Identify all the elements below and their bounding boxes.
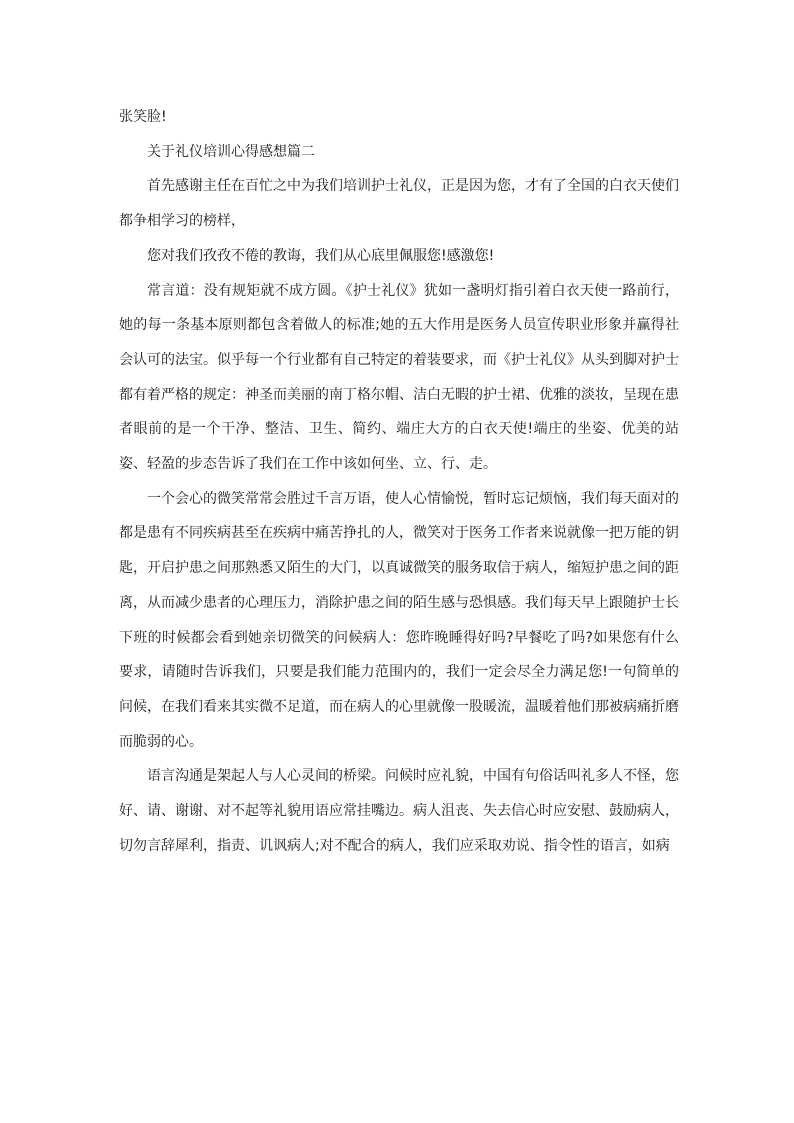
document-body [119, 100, 679, 863]
paragraph-smile: 一个会心的微笑常常会胜过千言万语，使人心情愉悦，暂时忘记烦恼，我们每天面对的都是患有不同疾病甚至在疾病中痛苦挣扎的人，微笑对于医务工作者来说就像一把万能的钥匙，开启护患之间那熟悉又陌生的大门，以真诚微笑的服务取信于病人，缩短护患之间的距离，从而减少患者的心理压力，消除护患之间的陌生感与恐惧感。我们每天早上跟随护士长下班的时候都会看到她亲切微笑的问候病人：您昨晚睡得好吗?早餐吃了吗?如果您有什么要求，请随时告诉我们，只要是我们能力范围内的，我们一定会尽全力满足您!一句简单的问候，在我们看来其实微不足道，而在病人的心里就像一股暖流，温暖着他们那被病痛折磨而脆弱的心。 [119, 490, 679, 750]
paragraph-thanks: 首先感谢主任在百忙之中为我们培训护士礼仪，正是因为您，才有了全国的白衣天使们都争相学习的榜样， [119, 178, 679, 230]
paragraph-etiquette-rules: 常言道：没有规矩就不成方圆。《护士礼仪》犹如一盏明灯指引着白衣天使一路前行，她的每一条基本原则都包含着做人的标准;她的五大作用是医务人员宣传职业形象并赢得社会认可的法宝。似乎每一个行业都有自己特定的着装要求，而《护士礼仪》从头到脚对护士都有着严格的规定：神圣而美丽的南丁格尔帽、洁白无暇的护士裙、优雅的淡妆，呈现在患者眼前的是一个干净、整洁、卫生、简约、端庄大方的白衣天使!端庄的坐姿、优美的站姿、轻盈的步态告诉了我们在工作中该如何坐、立、行、走。 [119, 282, 679, 473]
paragraph-communication: 语言沟通是架起人与人心灵间的桥梁。问候时应礼貌，中国有句俗话叫礼多人不怪，您好、请、谢谢、对不起等礼貌用语应常挂嘴边。病人沮丧、失去信心时应安慰、鼓励病人，切勿言辞犀利，指责、讥讽病人;对不配合的病人，我们应采取劝说、指令性的语言，如病 [119, 768, 679, 854]
paragraph-gratitude: 您对我们孜孜不倦的教诲，我们从心底里佩服您!感激您! [147, 247, 495, 264]
paragraph-closing-fragment: 张笑脸! [119, 109, 167, 125]
section-heading: 关于礼仪培训心得感想篇二 [147, 143, 315, 160]
